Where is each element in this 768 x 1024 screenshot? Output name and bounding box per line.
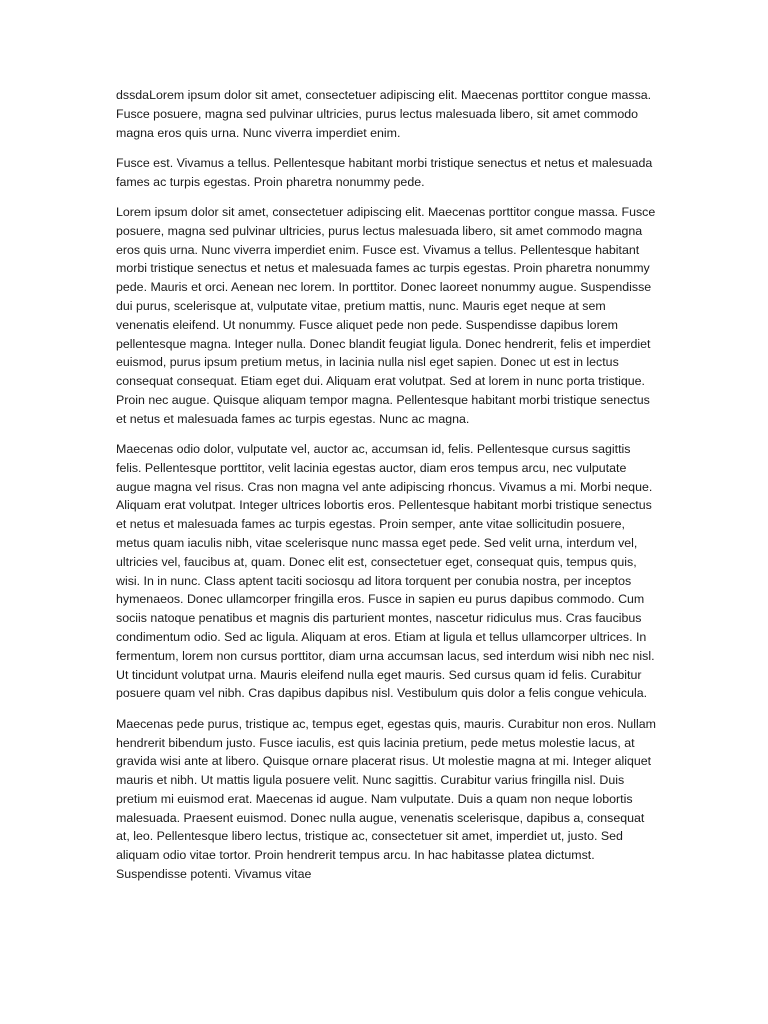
paragraph-1: dssdaLorem ipsum dolor sit amet, consectetuer adipiscing elit. Maecenas porttitor congue massa. Fusce posuere, magna sed pulvinar ultricies, purus lectus malesuada libero, sit amet commodo magna eros quis urna. Nunc viverra imperdiet enim. xyxy=(116,88,652,140)
paragraph-3: Lorem ipsum dolor sit amet, consectetuer adipiscing elit. Maecenas porttitor congue massa. Fusce posuere, magna sed pulvinar ultricies, purus lectus malesuada libero, sit amet commodo magna eros quis urna. Nunc viverra imperdiet enim. Fusce est. Vivamus a tellus. Pellentesque habitant morbi tristique senectus et netus et malesuada fames ac turpis egestas. Proin pharetra nonummy pede. Mauris et orci. Aenean nec lorem. In porttitor. Donec laoreet nonummy augue. Suspendisse dui purus, scelerisque at, vulputate vitae, pretium mattis, nunc. Mauris eget neque at sem venenatis eleifend. Ut nonummy. Fusce aliquet pede non pede. Suspendisse dapibus lorem pellentesque magna. Integer nulla. Donec blandit feugiat ligula. Donec hendrerit, felis et imperdiet euismod, purus ipsum pretium metus, in lacinia nulla nisl eget sapien. Donec ut est in lectus consequat consequat. Etiam eget dui. Aliquam erat volutpat. Sed at lorem in nunc porta tristique. Proin nec augue. Quisque aliquam tempor magna. Pellentesque habitant morbi tristique senectus et netus et malesuada fames ac turpis egestas. Nunc ac magna. xyxy=(116,204,656,426)
paragraph-4: Maecenas odio dolor, vulputate vel, auctor ac, accumsan id, felis. Pellentesque cursus sagittis felis. Pellentesque porttitor, velit lacinia egestas auctor, diam eros tempus arcu, nec vulputate augue magna vel risus. Cras non magna vel ante adipiscing rhoncus. Vivamus a mi. Morbi neque. Aliquam erat volutpat. Integer ultrices lobortis eros. Pellentesque habitant morbi tristique senectus et netus et malesuada fames ac turpis egestas. Proin semper, ante vitae sollicitudin posuere, metus quam iaculis nibh, vitae scelerisque nunc massa eget pede. Sed velit urna, interdum vel, ultricies vel, faucibus at, quam. Donec elit est, consectetuer eget, consequat quis, tempus quis, wisi. In in nunc. Class aptent taciti sociosqu ad litora torquent per conubia nostra, per inceptos hymenaeos. Donec ullamcorper fringilla eros. Fusce in sapien eu purus dapibus commodo. Cum sociis natoque penatibus et magnis dis parturient montes, nascetur ridiculus mus. Cras faucibus condimentum odio. Sed ac ligula. Aliquam at eros. Etiam at ligula et tellus ullamcorper ultrices. In fermentum, lorem non cursus porttitor, diam urna accumsan lacus, sed interdum wisi nibh nec nisl. Ut tincidunt volutpat urna. Mauris eleifend nulla eget mauris. Sed cursus quam id felis. Curabitur posuere quam vel nibh. Cras dapibus dapibus nisl. Vestibulum quis dolor a felis congue vehicula. xyxy=(116,442,655,701)
paragraph-5: Maecenas pede purus, tristique ac, tempus eget, egestas quis, mauris. Curabitur non eros. Nullam hendrerit bibendum justo. Fusce iaculis, est quis lacinia pretium, pede metus molestie lacus, at gravida wisi ante at libero. Quisque ornare placerat risus. Ut molestie magna at mi. Integer aliquet mauris et nibh. Ut mattis ligula posuere velit. Nunc sagittis. Curabitur varius fringilla nisl. Duis pretium mi euismod erat. Maecenas id augue. Nam vulputate. Duis a quam non neque lobortis malesuada. Praesent euismod. Donec nulla augue, venenatis scelerisque, dapibus a, consequat at, leo. Pellentesque libero lectus, tristique ac, consectetuer sit amet, imperdiet ut, justo. Sed aliquam odio vitae tortor. Proin hendrerit tempus arcu. In hac habitasse platea dictumst. Suspendisse potenti. Vivamus vitae xyxy=(116,716,656,882)
document-page xyxy=(116,86,656,895)
paragraph-2: Fusce est. Vivamus a tellus. Pellentesque habitant morbi tristique senectus et netus et malesuada fames ac turpis egestas. Proin pharetra nonummy pede. xyxy=(116,155,653,189)
